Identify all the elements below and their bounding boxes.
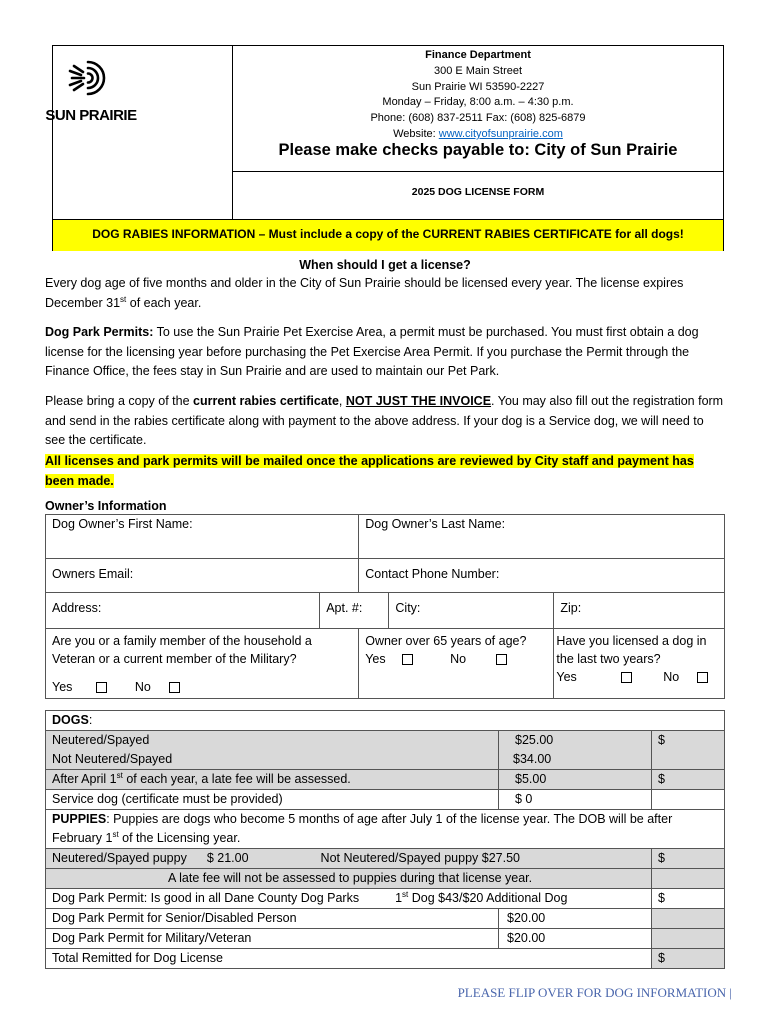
contact-block bbox=[233, 48, 723, 143]
licensed-question bbox=[554, 629, 725, 699]
no-label: No bbox=[663, 670, 680, 684]
apt-field[interactable]: Apt. #: bbox=[320, 593, 389, 629]
office-hours: Monday – Friday, 8:00 a.m. – 4:30 p.m. bbox=[382, 96, 574, 109]
not-neutered-fee: $34.00 bbox=[513, 752, 552, 766]
licensed-text: Have you licensed a dog in the last two years? bbox=[556, 634, 707, 666]
department-name: Finance Department bbox=[425, 49, 531, 61]
contact-cell bbox=[233, 46, 723, 220]
mailed-text: All licenses and park permits will be mailed once the applications are reviewed by City staff and payment has been made. bbox=[45, 454, 694, 488]
park-text: To use the Sun Prairie Pet Exercise Area, a permit must be purchased. You must first obtain a dog license for the licensing year before purchasing the Pet Exercise Area Permit. If you purchase the Permit through the Finance Office, the fees stay in Sun Prairie and are used to maintain our Pet Park. bbox=[45, 325, 699, 378]
no-label: No bbox=[134, 680, 151, 694]
sun-icon bbox=[68, 58, 114, 98]
over65-question bbox=[359, 629, 554, 699]
puppy-fees bbox=[46, 849, 652, 869]
puppies-text-end: of the Licensing year. bbox=[118, 831, 241, 845]
email-field[interactable]: Owners Email: bbox=[46, 559, 359, 593]
zip-field[interactable]: Zip: bbox=[554, 593, 725, 629]
puppy-neutered-label: Neutered/Spayed puppy bbox=[52, 851, 187, 865]
puppy-late-field bbox=[652, 869, 725, 889]
total-amount-field[interactable]: $ bbox=[652, 949, 725, 969]
military-permit-fee: $20.00 bbox=[499, 929, 652, 949]
dogs-heading: DOGS bbox=[52, 713, 89, 727]
veteran-yes-checkbox[interactable] bbox=[96, 682, 107, 693]
neutered-label: Neutered/Spayed bbox=[52, 733, 150, 747]
dogs-heading-cell bbox=[46, 711, 725, 731]
phone-fax: Phone: (608) 837-2511 Fax: (608) 825-6879 bbox=[370, 112, 586, 125]
neutered-fee: $25.00 bbox=[515, 733, 554, 747]
veteran-text: Are you or a family member of the household a Veteran or a current member of the Military? bbox=[52, 634, 312, 666]
park-paragraph bbox=[45, 323, 725, 382]
total-label: Total Remitted for Dog License bbox=[46, 949, 652, 969]
park-permit-fee-end: Dog $43/$20 Additional Dog bbox=[408, 891, 568, 905]
address-field[interactable]: Address: bbox=[46, 593, 320, 629]
superscript: st bbox=[116, 770, 123, 780]
veteran-no-checkbox[interactable] bbox=[169, 682, 180, 693]
bring-text: Please bring a copy of the bbox=[45, 394, 194, 408]
over65-yes-checkbox[interactable] bbox=[402, 654, 413, 665]
late-fee: $5.00 bbox=[499, 770, 652, 790]
when-heading: When should I get a license? bbox=[299, 258, 471, 272]
superscript: st bbox=[402, 889, 409, 899]
over65-no-checkbox[interactable] bbox=[496, 654, 507, 665]
service-dog-label: Service dog (certificate must be provided) bbox=[46, 790, 499, 810]
puppy-late-note: A late fee will not be assessed to puppies during that license year. bbox=[46, 869, 652, 889]
senior-amount-field[interactable] bbox=[652, 909, 725, 929]
no-label: No bbox=[450, 652, 467, 666]
park-permit-fee: 1 bbox=[395, 891, 403, 905]
dogs-table bbox=[45, 710, 725, 969]
divider bbox=[233, 171, 723, 172]
neutered-amount-field[interactable]: $ bbox=[652, 731, 725, 770]
puppies-text: : Puppies are dogs who become 5 months of age after July 1 of the license year. The DOB will be after February 1 bbox=[52, 812, 673, 845]
colon: : bbox=[88, 713, 93, 727]
superscript: st bbox=[120, 294, 127, 304]
late-amount-field[interactable]: $ bbox=[652, 770, 725, 790]
puppy-not-neutered: Not Neutered/Spayed puppy $27.50 bbox=[320, 851, 520, 865]
bring-paragraph bbox=[45, 392, 725, 451]
when-text-end: of each year. bbox=[126, 295, 202, 310]
licensed-no-checkbox[interactable] bbox=[697, 672, 708, 683]
yes-label: Yes bbox=[52, 680, 73, 694]
logo-text: SUN PRAIRIE bbox=[45, 107, 137, 124]
sun-prairie-logo bbox=[36, 58, 146, 124]
puppies-info bbox=[46, 810, 725, 849]
senior-permit-fee: $20.00 bbox=[499, 909, 652, 929]
website-label: Website: bbox=[393, 127, 439, 140]
city-field[interactable]: City: bbox=[389, 593, 554, 629]
yes-label: Yes bbox=[556, 670, 577, 684]
address-line-2: Sun Prairie WI 53590-2227 bbox=[411, 80, 545, 93]
puppies-label: PUPPIES bbox=[52, 812, 107, 826]
licensed-yes-checkbox[interactable] bbox=[621, 672, 632, 683]
owner-table bbox=[45, 514, 725, 699]
address-line-1: 300 E Main Street bbox=[433, 64, 523, 77]
form-title: 2025 DOG LICENSE FORM bbox=[411, 186, 545, 198]
over65-text: Owner over 65 years of age? bbox=[365, 634, 527, 648]
over65-options bbox=[365, 650, 547, 668]
neutered-labels bbox=[46, 731, 499, 770]
superscript: st bbox=[112, 829, 119, 839]
rabies-banner: DOG RABIES INFORMATION – Must include a copy of the CURRENT RABIES CERTIFICATE for all dogs! bbox=[53, 220, 723, 251]
late-text-end: of each year, a late fee will be assessed. bbox=[122, 772, 351, 786]
veteran-options bbox=[52, 678, 352, 696]
licensed-options bbox=[556, 668, 718, 686]
military-permit-label: Dog Park Permit for Military/Veteran bbox=[46, 929, 499, 949]
late-text: After April 1 bbox=[52, 772, 117, 786]
not-neutered-label: Not Neutered/Spayed bbox=[52, 752, 173, 766]
when-paragraph bbox=[45, 274, 725, 313]
first-name-field[interactable]: Dog Owner’s First Name: bbox=[46, 515, 359, 559]
bring-bold: current rabies certificate bbox=[193, 394, 339, 408]
military-amount-field[interactable] bbox=[652, 929, 725, 949]
when-text: Every dog age of five months and older in the City of Sun Prairie should be licensed every year. The license expires December 31 bbox=[45, 276, 684, 310]
bring-text: , bbox=[338, 394, 346, 408]
neutered-fees bbox=[499, 731, 652, 770]
header-box bbox=[52, 45, 724, 251]
owner-heading: Owner’s Information bbox=[45, 499, 167, 513]
park-permit-amount-field[interactable]: $ bbox=[652, 889, 725, 909]
senior-permit-label: Dog Park Permit for Senior/Disabled Person bbox=[46, 909, 499, 929]
park-permit-row bbox=[46, 889, 652, 909]
park-label: Dog Park Permits: bbox=[45, 325, 154, 339]
not-invoice: NOT JUST THE INVOICE bbox=[345, 394, 492, 408]
veteran-question bbox=[46, 629, 359, 699]
last-name-field[interactable]: Dog Owner’s Last Name: bbox=[359, 515, 725, 559]
phone-field[interactable]: Contact Phone Number: bbox=[359, 559, 725, 593]
mailed-notice bbox=[45, 452, 725, 491]
puppy-neutered-fee: $ 21.00 bbox=[206, 851, 249, 865]
late-fee-label bbox=[46, 770, 499, 790]
checks-payable: Please make checks payable to: City of Sun Prairie bbox=[278, 141, 678, 159]
puppy-amount-field[interactable]: $ bbox=[652, 849, 725, 869]
bring-text: . You may also fill out the registration form and send in the rabies certificate along with payment to the above address. If your dog is a Service dog, we will need to see the certificate. bbox=[45, 394, 724, 447]
service-amount-field[interactable] bbox=[652, 790, 725, 810]
yes-label: Yes bbox=[365, 652, 386, 666]
park-permit-label: Dog Park Permit: Is good in all Dane County Dog Parks bbox=[52, 891, 360, 905]
website-link[interactable]: www.cityofsunprairie.com bbox=[438, 127, 563, 140]
footer-note: PLEASE FLIP OVER FOR DOG INFORMATION | bbox=[457, 985, 732, 1000]
service-dog-fee: $ 0 bbox=[499, 790, 652, 810]
